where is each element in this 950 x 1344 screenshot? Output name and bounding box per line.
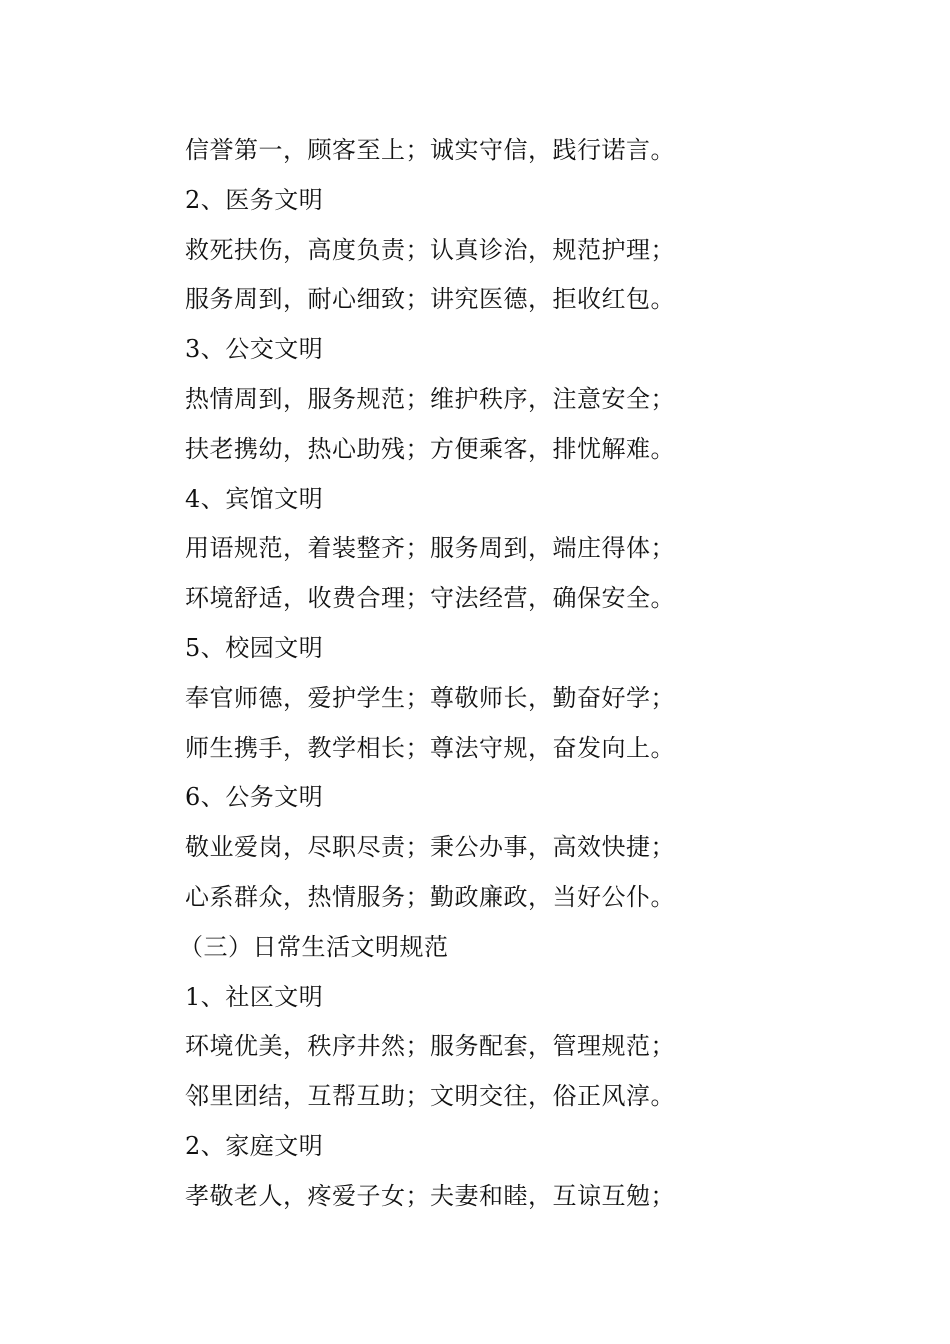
item-heading: 2、医务文明 <box>185 185 324 214</box>
paragraph-line: 服务周到，耐心细致；讲究医德，拒收红包。 <box>185 285 675 314</box>
paragraph-line: 敬业爱岗，尽职尽责；秉公办事，高效快捷； <box>185 833 675 862</box>
paragraph-line: 信誉第一，顾客至上；诚实守信，践行诺言。 <box>185 136 675 164</box>
paragraph-line: 奉官师德，爱护学生；尊敬师长，勤奋好学； <box>185 683 675 712</box>
item-heading: 4、宾馆文明 <box>185 484 324 513</box>
paragraph-line: 热情周到，服务规范；维护秩序，注意安全； <box>185 384 675 413</box>
paragraph-line: 扶老携幼，热心助残；方便乘客，排忧解难。 <box>185 434 675 463</box>
paragraph-line: 用语规范，着装整齐；服务周到，端庄得体； <box>185 534 675 563</box>
paragraph-line: 救死扶伤，高度负责；认真诊治，规范护理； <box>185 235 675 264</box>
paragraph-line: 环境舒适，收费合理；守法经营，确保安全。 <box>185 584 675 613</box>
item-heading: 5、校园文明 <box>185 633 324 662</box>
item-heading: 6、公务文明 <box>185 783 324 812</box>
paragraph-line: 师生携手，教学相长；尊法守规，奋发向上。 <box>185 733 675 762</box>
document-body <box>179 126 805 1222</box>
item-heading: 1、社区文明 <box>185 982 324 1011</box>
paragraph-line: 环境优美，秩序井然；服务配套，管理规范； <box>185 1032 675 1061</box>
item-heading: 2、家庭文明 <box>185 1131 324 1160</box>
paragraph-line: 邻里团结，互帮互助；文明交往，俗正风淳。 <box>185 1082 675 1111</box>
section-heading: （三）日常生活文明规范 <box>179 932 449 961</box>
item-heading: 3、公交文明 <box>185 335 324 364</box>
paragraph-line: 心系群众，热情服务；勤政廉政，当好公仆。 <box>185 882 675 911</box>
paragraph-line: 孝敬老人，疼爱子女；夫妻和睦，互谅互勉； <box>185 1181 675 1210</box>
